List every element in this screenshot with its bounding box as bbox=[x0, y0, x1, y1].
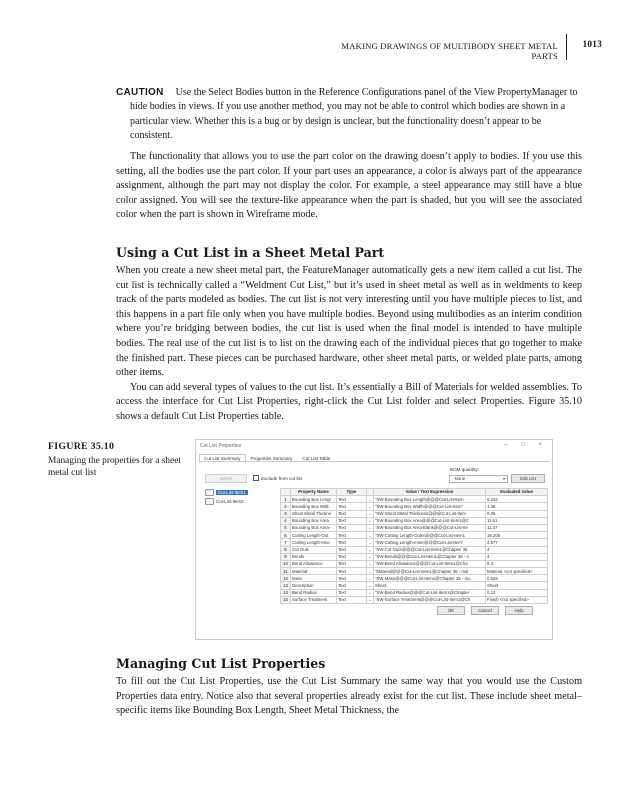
property-type[interactable]: Text bbox=[337, 546, 367, 553]
column-header bbox=[367, 489, 374, 496]
value-expression[interactable]: "SW-Bend Radius@@@Cut-List-Item1@Chapter bbox=[374, 589, 486, 596]
evaluated-value[interactable]: 4 bbox=[486, 546, 548, 553]
property-name[interactable]: Bounding Box Lengt bbox=[291, 496, 337, 503]
property-name[interactable]: Bend Allowance bbox=[291, 560, 337, 567]
type-dropdown[interactable]: ⌄ bbox=[368, 546, 372, 552]
property-type[interactable]: Text bbox=[337, 503, 367, 510]
cut-list-tree bbox=[205, 488, 277, 598]
evaluated-value[interactable]: Sheet bbox=[486, 582, 548, 589]
tree-item[interactable] bbox=[205, 488, 277, 496]
property-name[interactable]: Sheet Metal Thickne bbox=[291, 510, 337, 517]
value-expression[interactable]: "SW-Bounding Box Length@@@Cut-List-Item bbox=[374, 496, 486, 503]
column-header: Type bbox=[337, 489, 367, 496]
property-name[interactable]: Description bbox=[291, 582, 337, 589]
row-index: 3 bbox=[281, 510, 291, 517]
property-name[interactable]: Material bbox=[291, 568, 337, 575]
evaluated-value[interactable]: Finish <not specified> bbox=[486, 596, 548, 603]
property-type[interactable]: Text bbox=[337, 560, 367, 567]
property-type[interactable]: Text bbox=[337, 568, 367, 575]
tab-properties-summary[interactable]: Properties Summary bbox=[250, 456, 293, 461]
property-name[interactable]: Bounding Box Area- bbox=[291, 524, 337, 531]
evaluated-value[interactable]: 0.625 bbox=[486, 575, 548, 582]
tree-item-label: Cut-List-Item1 bbox=[218, 489, 246, 495]
dialog-body bbox=[199, 461, 549, 619]
property-name[interactable]: Cutting Length-Out bbox=[291, 532, 337, 539]
property-type[interactable]: Text bbox=[337, 575, 367, 582]
tree-item-label: Cut-List-Item2 bbox=[216, 498, 244, 504]
evaluated-value[interactable]: Material <not specified> bbox=[486, 568, 548, 575]
type-dropdown[interactable]: ⌄ bbox=[368, 597, 372, 603]
value-expression[interactable]: "SW-Bounding Box Width@@@Cut-List-Item" bbox=[374, 503, 486, 510]
row-index: 4 bbox=[281, 517, 291, 524]
table-row[interactable] bbox=[281, 510, 548, 517]
caution-label: CAUTION bbox=[116, 87, 164, 98]
chevron-down-icon: ▾ bbox=[502, 476, 505, 481]
paragraph-text: When you create a new sheet metal part, the FeatureManager automatically gets a new item called a cut list. The cut list is technically called a “Weldment Cut List,” but it’s used in sheet metal as well as in weldments to keep track of the parts modeled as bodies. The cut list is not very interesting until you have multiple pieces to list, and this happens in a part file only when you have multiple bodies. Beyond using multibodies as an interim condition where you’re bridging between bodies, the cut list is used when the final model is intended to have multiple bodies. The real use of the cut list is to list on the drawing each of the individual pieces that go together to make the finished part. These pieces can be purchased hardware, other sheet metal parts, or welded plate parts, among other items. bbox=[116, 265, 582, 379]
row-index: 6 bbox=[281, 532, 291, 539]
cut-list-properties-dialog bbox=[195, 439, 553, 640]
value-expression[interactable]: "SW-Cutting Length-Outer@@@Cut-List-Item1 bbox=[374, 532, 486, 539]
paragraph-text: You can add several types of values to the cut list. It’s essentially a Bill of Materials for welded assemblies. To access the interface for Cut List Properties, right-click the Cut List folder and select Properties. Figure 35.10 shows a default Cut List Properties table. bbox=[116, 381, 582, 422]
figure-caption-text: Managing the properties for a sheet metal cut list bbox=[48, 456, 182, 479]
property-type[interactable]: Text bbox=[337, 539, 367, 546]
type-dropdown[interactable]: ⌄ bbox=[368, 590, 372, 596]
table-row[interactable] bbox=[281, 524, 548, 531]
table-row[interactable] bbox=[281, 596, 548, 603]
row-index: 11 bbox=[281, 568, 291, 575]
evaluated-value[interactable]: 11.47 bbox=[486, 524, 548, 531]
caution-note bbox=[116, 86, 582, 143]
row-index: 15 bbox=[281, 596, 291, 603]
dialog-title: Cut List Properties bbox=[200, 443, 242, 449]
row-index: 2 bbox=[281, 503, 291, 510]
exclude-checkbox-group[interactable] bbox=[253, 475, 302, 481]
evaluated-value[interactable]: 6.242 bbox=[486, 496, 548, 503]
property-type[interactable]: Text bbox=[337, 510, 367, 517]
row-index: 13 bbox=[281, 582, 291, 589]
running-header bbox=[314, 40, 604, 61]
property-name[interactable]: Mass bbox=[291, 575, 337, 582]
header-divider bbox=[566, 34, 567, 60]
exclude-label: Exclude from cut list bbox=[261, 475, 303, 481]
evaluated-value[interactable]: 11.61 bbox=[486, 517, 548, 524]
value-expression[interactable]: "SW-Bounding Box Area-Blank@@@Cut-List-Ite bbox=[374, 524, 486, 531]
table-row[interactable] bbox=[281, 546, 548, 553]
table-row[interactable] bbox=[281, 582, 548, 589]
evaluated-value[interactable]: 2.677 bbox=[486, 539, 548, 546]
property-type[interactable]: Text bbox=[337, 524, 367, 531]
caution-text: Use the Select Bodies button in the Reference Configurations panel of the View PropertyManager to hide bodies in views. If you use another method, you may not be able to control which bodies are shown in a particular view. Whether this is a bug or by design is unclear, but the functionality doesn’t appear to be consistent. bbox=[130, 87, 578, 141]
value-expression[interactable]: "Material@@@Cut-List-Item1@Chapter 35 - mul bbox=[374, 568, 486, 575]
property-type[interactable]: Text bbox=[337, 553, 367, 560]
evaluated-value[interactable]: 0.3 bbox=[486, 560, 548, 567]
row-index: 9 bbox=[281, 553, 291, 560]
table-row[interactable] bbox=[281, 532, 548, 539]
property-name[interactable]: Bend Radius bbox=[291, 589, 337, 596]
folder-icon bbox=[205, 489, 214, 496]
value-expression[interactable]: Sheet bbox=[374, 582, 486, 589]
bom-quantity-value: - None - bbox=[452, 476, 468, 481]
bom-quantity-select[interactable] bbox=[449, 475, 508, 483]
row-index: 5 bbox=[281, 524, 291, 531]
edit-list-button[interactable]: Edit List bbox=[511, 474, 545, 483]
table-row[interactable] bbox=[281, 560, 548, 567]
table-row[interactable] bbox=[281, 517, 548, 524]
type-dropdown[interactable]: ⌄ bbox=[368, 568, 372, 574]
property-type[interactable]: Text bbox=[337, 582, 367, 589]
type-dropdown[interactable]: ⌄ bbox=[368, 518, 372, 524]
property-name[interactable]: Bounding Box Area bbox=[291, 517, 337, 524]
evaluated-value[interactable]: 0.12 bbox=[486, 589, 548, 596]
value-expression[interactable]: "SW-Surface Treatment@@@Cut-List-Item1@Ch bbox=[374, 596, 486, 603]
type-dropdown[interactable]: ⌄ bbox=[368, 496, 372, 502]
value-expression[interactable]: "SW-Cutting Length-Inner@@@Cut-List-Item" bbox=[374, 539, 486, 546]
table-row[interactable] bbox=[281, 575, 548, 582]
property-name[interactable]: Bounding Box Widt bbox=[291, 503, 337, 510]
column-header: Evaluated Value bbox=[486, 489, 548, 496]
help-button[interactable]: Help bbox=[505, 606, 533, 615]
type-dropdown[interactable]: ⌄ bbox=[368, 539, 372, 545]
type-dropdown[interactable]: ⌄ bbox=[368, 525, 372, 531]
section-heading-managing: Managing Cut List Properties bbox=[116, 656, 326, 671]
table-header-row bbox=[281, 489, 548, 496]
tab-cut-list-summary[interactable]: Cut List Summary bbox=[199, 454, 246, 463]
exclude-checkbox[interactable] bbox=[253, 475, 259, 481]
folder-icon bbox=[205, 498, 214, 505]
tab-cut-list-table[interactable]: Cut List Table bbox=[302, 456, 331, 461]
value-expression[interactable]: "SW-Mass@@@Cut-List-Item1@Chapter 35 - mu bbox=[374, 575, 486, 582]
property-type[interactable]: Text bbox=[337, 517, 367, 524]
row-index: 12 bbox=[281, 575, 291, 582]
type-dropdown[interactable]: ⌄ bbox=[368, 511, 372, 517]
value-expression[interactable]: "SW-Bend Allowance@@@Cut-List-Item1@Cha bbox=[374, 560, 486, 567]
row-index: 10 bbox=[281, 560, 291, 567]
body-paragraph-2 bbox=[116, 264, 582, 425]
type-dropdown[interactable]: ⌄ bbox=[368, 532, 372, 538]
bom-quantity-label: BOM quantity: bbox=[450, 467, 480, 472]
paragraph-text: To fill out the Cut List Properties, use the Cut List Summary the same way that you would use the Custom Properties data entry. Notice also that several properties already exist for the cut list. These include sheet metal–specific items like Bounding Box Length, Sheet Metal Thickness, the bbox=[116, 676, 582, 717]
property-name[interactable]: Bends bbox=[291, 553, 337, 560]
table-row[interactable] bbox=[281, 568, 548, 575]
value-expression[interactable]: "SW-Cut Outs@@@Cut-List-Item1@Chapter 35 bbox=[374, 546, 486, 553]
property-type[interactable]: Text bbox=[337, 496, 367, 503]
body-paragraph-1 bbox=[116, 150, 582, 223]
row-index: 14 bbox=[281, 589, 291, 596]
column-header bbox=[281, 489, 291, 496]
table-row[interactable] bbox=[281, 589, 548, 596]
table-row[interactable] bbox=[281, 496, 548, 503]
properties-table bbox=[280, 488, 548, 604]
evaluated-value[interactable]: 0.06 bbox=[486, 510, 548, 517]
type-dropdown[interactable]: ⌄ bbox=[368, 582, 372, 588]
property-name[interactable]: Cut Outs bbox=[291, 546, 337, 553]
property-type[interactable]: Text bbox=[337, 596, 367, 603]
ok-button[interactable]: OK bbox=[437, 606, 465, 615]
type-dropdown[interactable]: ⌄ bbox=[368, 503, 372, 509]
row-index: 7 bbox=[281, 539, 291, 546]
figure-caption bbox=[48, 441, 188, 480]
property-name[interactable]: Cutting Length-Inne bbox=[291, 539, 337, 546]
table-row[interactable] bbox=[281, 539, 548, 546]
evaluated-value[interactable]: 1.36 bbox=[486, 503, 548, 510]
type-dropdown[interactable]: ⌄ bbox=[368, 554, 372, 560]
cancel-button[interactable]: Cancel bbox=[471, 606, 499, 615]
evaluated-value[interactable]: 4 bbox=[486, 553, 548, 560]
body-paragraph-4 bbox=[116, 675, 582, 719]
column-header: Property Name bbox=[291, 489, 337, 496]
type-dropdown[interactable]: ⌄ bbox=[368, 561, 372, 567]
value-expression[interactable]: "SW-Sheet Metal Thickness@@@Cut-List-Item bbox=[374, 510, 486, 517]
window-controls[interactable]: – □ × bbox=[504, 442, 548, 448]
property-name[interactable]: Surface Treatment bbox=[291, 596, 337, 603]
value-expression[interactable]: "SW-Bends@@@Cut-List-Item1@Chapter 35 - n bbox=[374, 553, 486, 560]
page-number: 1013 bbox=[582, 40, 602, 50]
row-index: 1 bbox=[281, 496, 291, 503]
tree-item[interactable] bbox=[205, 497, 277, 505]
table-row[interactable] bbox=[281, 553, 548, 560]
column-header: Value / Text Expression bbox=[374, 489, 486, 496]
row-index: 8 bbox=[281, 546, 291, 553]
value-expression[interactable]: "SW-Bounding Box Area@@@Cut-List-Item1@C bbox=[374, 517, 486, 524]
table-row[interactable] bbox=[281, 503, 548, 510]
delete-button[interactable]: Delete bbox=[205, 474, 247, 483]
property-type[interactable]: Text bbox=[337, 532, 367, 539]
running-title: MAKING DRAWINGS OF MULTIBODY SHEET METAL PARTS bbox=[341, 41, 558, 61]
figure-number: FIGURE 35.10 bbox=[48, 441, 115, 452]
evaluated-value[interactable]: 16.205 bbox=[486, 532, 548, 539]
type-dropdown[interactable]: ⌄ bbox=[368, 575, 372, 581]
paragraph-text: The functionality that allows you to use the part color on the drawing doesn’t apply to bodies. If you use this setting, all the bodies use the part color. If your part uses an appearance, a color is always part of the appearance assignment, although the part may not display the color. For example, a steel appearance may still have a blue color assigned. You will see the texture-like appearance when the part is shaded, but you will see the associated color when the part is shown in Wireframe mode. bbox=[116, 151, 582, 221]
property-type[interactable]: Text bbox=[337, 589, 367, 596]
section-heading-cut-list: Using a Cut List in a Sheet Metal Part bbox=[116, 245, 385, 260]
